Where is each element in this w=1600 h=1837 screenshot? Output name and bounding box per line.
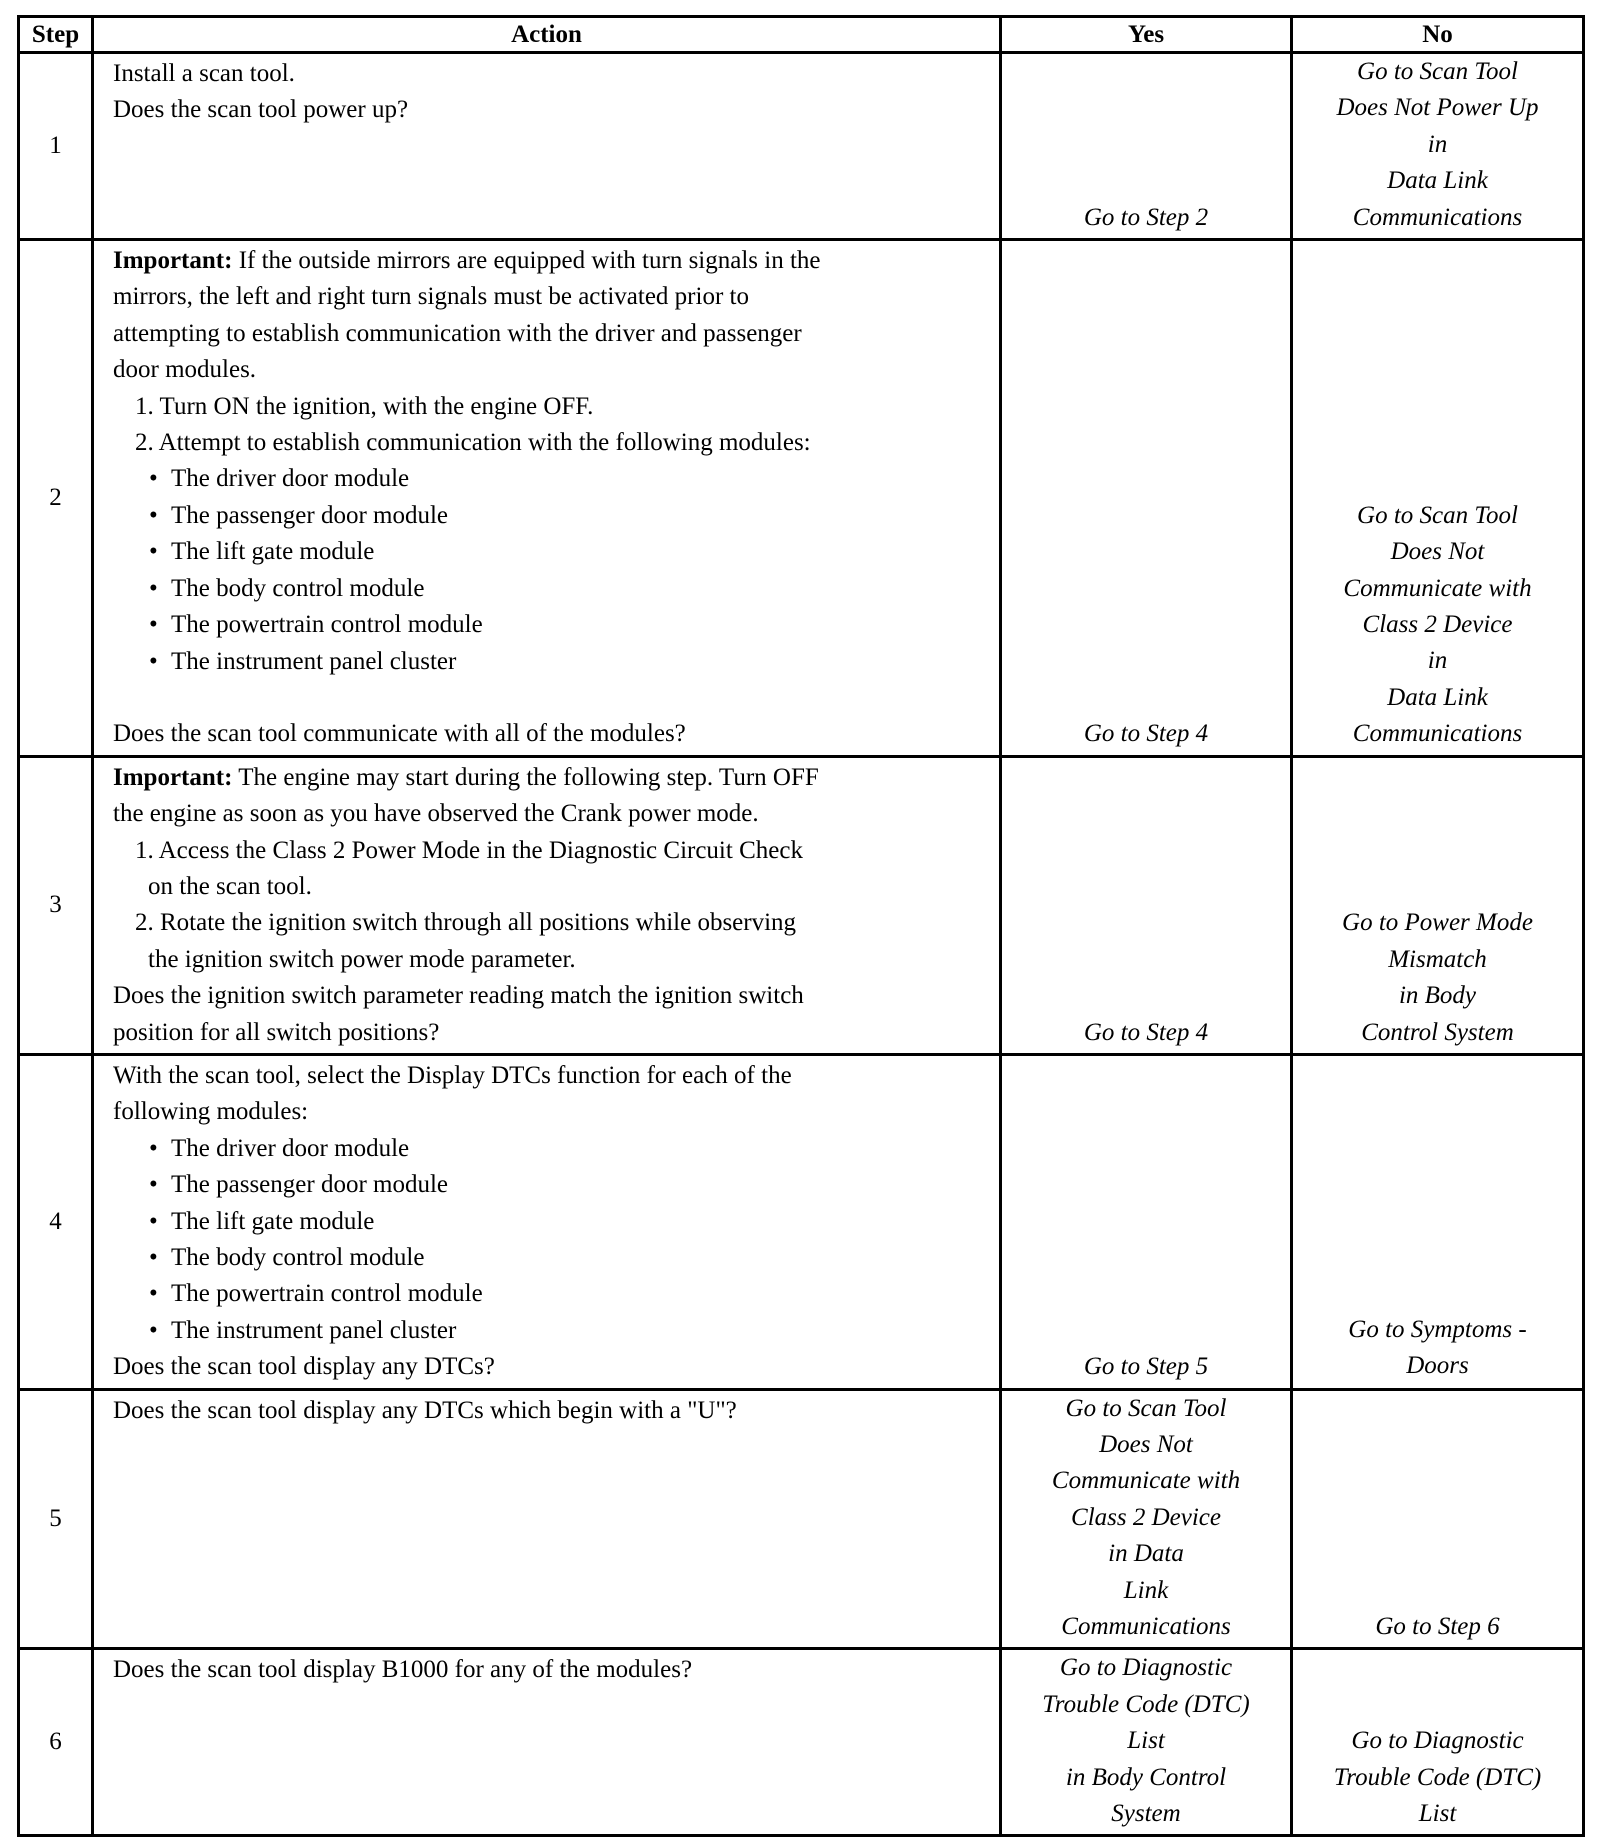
numbered-step: 2. Rotate the ignition switch through all positions while observing	[135, 909, 797, 937]
no-cell	[1292, 240, 1584, 757]
no-link[interactable]: Go to Scan Tool	[1357, 58, 1518, 85]
no-cell	[1292, 756, 1584, 1054]
numbered-step: 1. Turn ON the ignition, with the engine OFF.	[135, 392, 594, 420]
action-text: Install a scan tool.	[113, 60, 295, 87]
action-cell	[93, 756, 1001, 1054]
module-list-item	[113, 1276, 993, 1312]
no-link[interactable]: Trouble Code (DTC)	[1333, 1763, 1542, 1791]
bullet-icon: •	[149, 1207, 158, 1235]
action-question: Does the scan tool display any DTCs which begin with a "U"?	[113, 1396, 737, 1424]
action-question: Does the scan tool display B1000 for any of the modules?	[113, 1656, 693, 1684]
module-name: The body control module	[171, 1243, 425, 1271]
yes-link[interactable]: Go to Step 2	[1083, 203, 1209, 231]
yes-link[interactable]: Link	[1123, 1576, 1169, 1604]
no-cell	[1292, 1649, 1584, 1836]
no-link[interactable]: Go to Power Mode	[1342, 909, 1533, 937]
important-label: Important:	[113, 763, 233, 791]
action-cell	[93, 1649, 1001, 1836]
module-name: The body control module	[171, 574, 425, 602]
important-text: The engine may start during the following step. Turn OFF	[232, 763, 819, 791]
step-number: 6	[19, 1649, 93, 1836]
header-row	[19, 17, 1584, 53]
table-row-step-6	[19, 1649, 1584, 1836]
module-name: The instrument panel cluster	[171, 1316, 457, 1344]
important-text: attempting to establish communication with the driver and passenger	[113, 319, 802, 347]
no-link[interactable]: Communications	[1352, 720, 1523, 748]
important-text: the engine as soon as you have observed the Crank power mode.	[113, 800, 759, 828]
module-list-item	[113, 1131, 993, 1167]
no-link[interactable]: Go to Symptoms -	[1348, 1315, 1527, 1343]
yes-cell	[1001, 240, 1292, 757]
no-link[interactable]: Communications	[1352, 203, 1523, 231]
important-text: mirrors, the left and right turn signals must be activated prior to	[113, 283, 749, 311]
numbered-step: 1. Access the Class 2 Power Mode in the Diagnostic Circuit Check	[135, 836, 803, 864]
table-row-step-3	[19, 756, 1584, 1054]
no-link[interactable]: Does Not Power Up	[1336, 94, 1539, 122]
module-name: The instrument panel cluster	[171, 647, 457, 675]
yes-link[interactable]: in Body Control	[1065, 1763, 1227, 1791]
step-number: 3	[19, 756, 93, 1054]
no-link[interactable]: List	[1418, 1800, 1457, 1828]
yes-link[interactable]: Go to Step 4	[1083, 720, 1209, 748]
action-cell	[93, 1054, 1001, 1389]
module-list-item	[113, 607, 993, 643]
bullet-icon: •	[149, 501, 158, 529]
module-list-item	[113, 1167, 993, 1203]
bullet-icon: •	[149, 574, 158, 602]
step-number: 1	[19, 53, 93, 240]
important-label: Important:	[113, 247, 233, 275]
no-link[interactable]: Data Link	[1387, 167, 1488, 195]
bullet-icon: •	[149, 647, 158, 675]
important-note	[113, 760, 993, 796]
module-list-item	[113, 571, 993, 607]
important-note	[113, 243, 993, 279]
module-name: The passenger door module	[171, 1171, 449, 1199]
diagnostic-table	[17, 15, 1585, 1837]
module-list-item	[113, 461, 993, 497]
yes-cell	[1001, 1389, 1292, 1649]
module-list-item	[113, 498, 993, 534]
bullet-icon: •	[149, 1134, 158, 1162]
bullet-icon: •	[149, 611, 158, 639]
yes-link[interactable]: List	[1127, 1727, 1165, 1755]
step-number: 2	[19, 240, 93, 757]
no-link[interactable]: Doors	[1406, 1352, 1469, 1380]
table-row-step-5	[19, 1389, 1584, 1649]
no-cell	[1292, 53, 1584, 240]
no-link[interactable]: Go to Step 6	[1375, 1613, 1500, 1641]
step-number: 4	[19, 1054, 93, 1389]
yes-cell	[1001, 1649, 1292, 1836]
yes-link[interactable]: Go to Scan Tool	[1065, 1394, 1227, 1422]
module-name: The driver door module	[171, 465, 410, 493]
step-number: 5	[19, 1389, 93, 1649]
action-question: position for all switch positions?	[113, 1018, 440, 1046]
yes-link[interactable]: Does Not	[1099, 1431, 1193, 1459]
no-link[interactable]: Class 2 Device	[1362, 611, 1513, 639]
no-link[interactable]: Mismatch	[1388, 945, 1487, 973]
important-text: If the outside mirrors are equipped with turn signals in the	[232, 247, 821, 275]
action-cell	[93, 53, 1001, 240]
module-list-item	[113, 1240, 993, 1276]
table-row-step-2	[19, 240, 1584, 757]
yes-link[interactable]: Communications	[1061, 1613, 1231, 1641]
header-step: Step	[19, 17, 93, 53]
table-row-step-4	[19, 1054, 1584, 1389]
module-name: The driver door module	[171, 1134, 410, 1162]
action-question: Does the scan tool power up?	[113, 96, 409, 124]
module-name: The powertrain control module	[171, 611, 483, 639]
action-question: Does the scan tool communicate with all of the modules?	[113, 720, 686, 748]
no-link[interactable]: in	[1427, 130, 1448, 158]
yes-link[interactable]: Go to Step 5	[1083, 1353, 1209, 1381]
no-link[interactable]: Communicate with	[1343, 574, 1532, 602]
bullet-icon: •	[149, 465, 158, 493]
spacer	[113, 680, 993, 716]
header-action: Action	[93, 17, 1001, 53]
yes-link[interactable]: Go to Step 4	[1083, 1018, 1209, 1046]
action-question: Does the scan tool display any DTCs?	[113, 1353, 495, 1381]
bullet-icon: •	[149, 1243, 158, 1271]
no-link[interactable]: Go to Scan Tool	[1357, 501, 1518, 529]
module-list-item	[113, 534, 993, 570]
action-text: With the scan tool, select the Display DTCs function for each of the	[113, 1061, 792, 1089]
no-link[interactable]: Control System	[1361, 1018, 1514, 1046]
no-cell	[1292, 1389, 1584, 1649]
no-link[interactable]: in	[1427, 647, 1448, 675]
action-cell	[93, 240, 1001, 757]
numbered-step: 2. Attempt to establish communication with the following modules:	[135, 429, 811, 457]
numbered-step-continued: the ignition switch power mode parameter.	[148, 945, 576, 973]
yes-link[interactable]: Communicate with	[1051, 1467, 1241, 1495]
bullet-icon: •	[149, 1316, 158, 1344]
header-no: No	[1292, 17, 1584, 53]
action-question: Does the ignition switch parameter reading match the ignition switch	[113, 982, 804, 1010]
yes-link[interactable]: Class 2 Device	[1071, 1503, 1221, 1531]
no-link[interactable]: Go to Diagnostic	[1351, 1727, 1524, 1755]
no-link[interactable]: Does Not	[1390, 538, 1485, 566]
module-name: The passenger door module	[171, 501, 449, 529]
bullet-icon: •	[149, 538, 158, 566]
bullet-icon: •	[149, 1171, 158, 1199]
no-cell	[1292, 1054, 1584, 1389]
no-link[interactable]: Data Link	[1387, 683, 1488, 711]
module-list-item	[113, 644, 993, 680]
module-name: The lift gate module	[171, 1207, 375, 1235]
table-row-step-1	[19, 53, 1584, 240]
yes-cell	[1001, 756, 1292, 1054]
module-list-item	[113, 1313, 993, 1349]
yes-cell	[1001, 1054, 1292, 1389]
action-cell	[93, 1389, 1001, 1649]
yes-cell	[1001, 53, 1292, 240]
numbered-step-continued: on the scan tool.	[148, 872, 312, 900]
module-name: The lift gate module	[171, 538, 375, 566]
yes-link[interactable]: System	[1111, 1800, 1181, 1828]
action-text: following modules:	[113, 1098, 309, 1126]
no-link[interactable]: in Body	[1398, 982, 1477, 1010]
important-text: door modules.	[113, 356, 257, 384]
yes-link[interactable]: Go to Diagnostic	[1059, 1654, 1233, 1682]
module-name: The powertrain control module	[171, 1280, 483, 1308]
yes-link[interactable]: in Data	[1108, 1540, 1184, 1568]
header-yes: Yes	[1001, 17, 1292, 53]
bullet-icon: •	[149, 1280, 158, 1308]
yes-link[interactable]: Trouble Code (DTC)	[1042, 1690, 1250, 1718]
module-list-item	[113, 1204, 993, 1240]
